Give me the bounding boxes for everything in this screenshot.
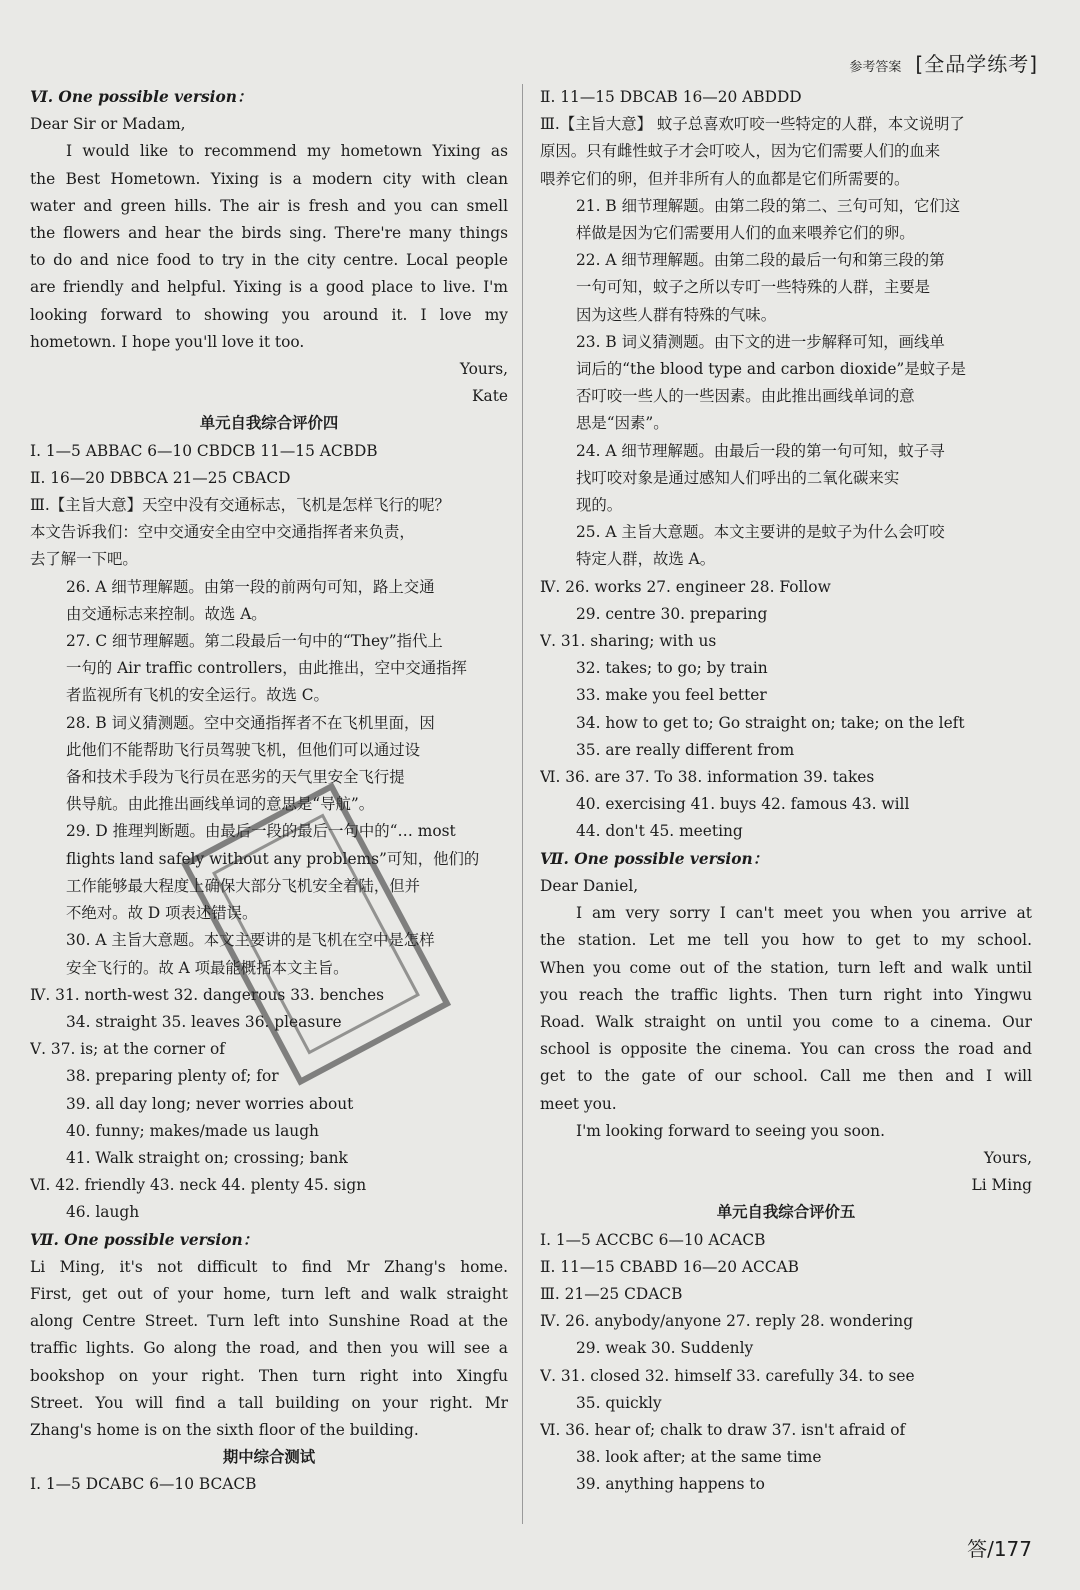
text-line: water and green hills. The air is fresh and you can smell (30, 196, 508, 215)
text-line: 此他们不能帮助飞行员驾驶飞机，但他们可以通过设 (66, 740, 420, 759)
text-line: 38. look after; at the same time (576, 1448, 822, 1467)
text-line: 本文告诉我们：空中交通安全由空中交通指挥者来负责， (30, 523, 415, 542)
text-line: 25. A 主旨大意题。本文主要讲的是蚊子为什么会叮咬 (576, 523, 945, 542)
text-line: 40. exercising 41. buys 42. famous 43. will (576, 795, 910, 814)
text-line: 38. preparing plenty of; for (66, 1067, 279, 1086)
text-line: Ⅴ. 31. closed 32. himself 33. carefully 34. to see (540, 1366, 915, 1385)
text-line: 样做是因为它们需要用人们的血来喂养它们的卵。 (576, 224, 915, 243)
text-line: 29. weak 30. Suddenly (576, 1339, 754, 1358)
text-line: are friendly and helpful. Yixing is a good place to live. I'm (30, 278, 508, 297)
text-line: 22. A 细节理解题。由第二段的最后一句和第三段的第 (576, 251, 945, 270)
page-number: 答/177 (967, 1537, 1032, 1561)
text-line: 32. takes; to go; by train (576, 659, 768, 678)
text-line: 35. quickly (576, 1393, 662, 1412)
text-line: Ⅵ. 36. are 37. To 38. information 39. takes (540, 768, 875, 787)
text-line: Ⅳ. 26. works 27. engineer 28. Follow (540, 577, 831, 596)
text-line: 者监视所有飞机的安全运行。故选 C。 (66, 686, 329, 705)
text-line: 21. B 细节理解题。由第二段的第二、三句可知，它们这 (576, 196, 961, 215)
text-line: When you come out of the station, turn left and walk until (540, 958, 1032, 977)
text-line: 29. centre 30. preparing (576, 604, 768, 623)
text-line: 24. A 细节理解题。由最后一段的第一句可知，蚊子寻 (576, 441, 945, 460)
text-line: Zhang's home is on the sixth floor of the building. (30, 1420, 419, 1439)
text-line: 39. anything happens to (576, 1475, 765, 1494)
text-line: 27. C 细节理解题。第二段最后一句中的“They”指代上 (66, 632, 443, 651)
text-line: get to the gate of our school. Call me then and I will (540, 1067, 1032, 1086)
text-line: Dear Daniel, (540, 876, 639, 895)
text-line: 不绝对。故 D 项表述错误。 (66, 904, 258, 923)
text-line: First, get out of your home, turn left and walk straight (30, 1284, 508, 1303)
text-line: 34. straight 35. leaves 36. pleasure (66, 1012, 342, 1031)
text-line: Street. You will find a tall building on your right. Mr (30, 1393, 508, 1412)
text-line: Kate (472, 387, 508, 406)
text-line: 33. make you feel better (576, 686, 767, 705)
text-line: 单元自我综合评价五 (716, 1203, 856, 1222)
header-label: 参考答案 (849, 60, 902, 75)
text-line: the Best Hometown. Yixing is a modern city with clean (30, 169, 508, 188)
text-line: Ⅱ. 11—15 CBABD 16—20 ACCAB (540, 1257, 799, 1276)
text-line: Ⅵ. 42. friendly 43. neck 44. plenty 45. sign (30, 1176, 367, 1195)
text-line: 供导航。由此推出画线单词的意思是“导航”。 (66, 795, 375, 814)
text-line: looking forward to showing you around it. I love my (30, 305, 508, 324)
text-line: 41. Walk straight on; crossing; bank (66, 1148, 348, 1167)
text-line: along Centre Street. Turn left into Sunshine Road at the (30, 1312, 508, 1331)
text-line: 否叮咬一些人的一些因素。由此推出画线单词的意 (576, 387, 915, 406)
text-line: 工作能够最大程度上确保大部分飞机安全着陆，但并 (66, 876, 420, 895)
text-line: flights land safely without any problems”可知，他们的 (66, 849, 480, 868)
text-line: 期中综合测试 (222, 1448, 316, 1467)
text-line: Ⅰ. 1—5 DCABC 6—10 BCACB (30, 1475, 257, 1494)
text-line: 备和技术手段为飞行员在恶劣的天气里安全飞行提 (66, 768, 405, 787)
text-line: 35. are really different from (576, 740, 795, 759)
text-line: I am very sorry I can't meet you when you arrive at (576, 904, 1032, 923)
text-line: Ⅶ. One possible version： (30, 1230, 259, 1249)
text-line: to do and nice food to try in the city centre. Local people (30, 251, 508, 270)
text-line: bookshop on your right. Then turn right into Xingfu (30, 1366, 508, 1385)
text-line: 现的。 (576, 496, 623, 515)
text-line: 词后的“the blood type and carbon dioxide”是蚊子是 (576, 360, 966, 379)
text-line: 28. B 词义猜测题。空中交通指挥者不在飞机里面，因 (66, 713, 435, 732)
text-line: Ⅵ. 36. hear of; chalk to draw 37. isn't afraid of (540, 1420, 906, 1439)
text-line: 一句可知，蚊子之所以专叮一些特殊的人群，主要是 (576, 278, 930, 297)
text-line: the station. Let me tell you how to get to my school. (540, 931, 1032, 950)
text-line: Ⅳ. 31. north-west 32. dangerous 33. benches (30, 985, 384, 1004)
text-line: Ⅲ. 21—25 CDACB (540, 1284, 683, 1303)
text-line: 找叮咬对象是通过感知人们呼出的二氧化碳来实 (576, 468, 900, 487)
text-line: Li Ming, it's not difficult to find Mr Zhang's home. (30, 1257, 508, 1276)
text-line: traffic lights. Go along the road, and then you will see a (30, 1339, 508, 1358)
text-line: 喂养它们的卵，但并非所有人的血都是它们所需要的。 (540, 169, 910, 188)
text-line: Ⅱ. 16—20 DBBCA 21—25 CBACD (30, 468, 291, 487)
text-line: 34. how to get to; Go straight on; take; on the left (576, 713, 965, 732)
text-line: I'm looking forward to seeing you soon. (576, 1121, 885, 1140)
text-line: Ⅵ. One possible version： (30, 88, 253, 106)
text-line: Li Ming (971, 1176, 1032, 1195)
text-line: Yours, (459, 360, 508, 379)
text-line: 30. A 主旨大意题。本文主要讲的是飞机在空中是怎样 (66, 931, 435, 950)
right-column (540, 84, 1032, 1499)
column-divider (522, 84, 523, 1524)
text-line: hometown. I hope you'll love it too. (30, 332, 305, 351)
text-line: 由交通标志来控制。故选 A。 (66, 604, 267, 623)
text-line: 23. B 词义猜测题。由下文的进一步解释可知，画线单 (576, 332, 945, 351)
text-line: meet you. (540, 1094, 617, 1113)
text-line: 去了解一下吧。 (30, 550, 138, 569)
text-line: Ⅰ. 1—5 ABBAC 6—10 CBDCB 11—15 ACBDB (30, 441, 378, 460)
text-line: 原因。只有雌性蚊子才会叮咬人，因为它们需要人们的血来 (540, 142, 941, 161)
text-line: Ⅴ. 31. sharing; with us (540, 632, 717, 651)
text-line: 特定人群，故选 A。 (576, 550, 716, 569)
text-line: 39. all day long; never worries about (66, 1094, 354, 1113)
text-line: 44. don't 45. meeting (576, 822, 743, 841)
text-line: the flowers and hear the birds sing. There're many things (30, 224, 508, 243)
text-line: 29. D 推理判断题。由最后一段的最后一句中的“… most (66, 822, 456, 841)
page-header (849, 48, 1038, 77)
text-line: Ⅰ. 1—5 ACCBC 6—10 ACACB (540, 1230, 766, 1249)
text-line: Ⅳ. 26. anybody/anyone 27. reply 28. wondering (540, 1312, 914, 1331)
text-line: Ⅴ. 37. is; at the corner of (30, 1040, 225, 1059)
text-line: 46. laugh (66, 1203, 140, 1222)
text-line: 26. A 细节理解题。由第一段的前两句可知，路上交通 (66, 577, 435, 596)
text-line: school is opposite the cinema. You can cross the road and (540, 1040, 1032, 1059)
text-line: Road. Walk straight on until you come to a cinema. Our (540, 1012, 1032, 1031)
text-line: Ⅲ.【主旨大意】天空中没有交通标志，飞机是怎样飞行的呢？ (30, 496, 450, 515)
text-line: 思是“因素”。 (576, 414, 669, 433)
text-line: I would like to recommend my hometown Yixing as (66, 142, 508, 161)
text-line: 因为这些人群有特殊的气味。 (576, 305, 777, 324)
text-line: 安全飞行的。故 A 项最能概括本文主旨。 (66, 958, 349, 977)
text-line: Yours, (983, 1148, 1032, 1167)
text-line: Dear Sir or Madam, (30, 115, 186, 134)
text-line: 单元自我综合评价四 (199, 414, 339, 433)
text-line: Ⅱ. 11—15 DBCAB 16—20 ABDDD (540, 88, 802, 106)
text-line: Ⅶ. One possible version： (540, 849, 769, 868)
text-line: Ⅲ.【主旨大意】 蚊子总喜欢叮咬一些特定的人群，本文说明了 (540, 115, 965, 134)
text-line: you reach the traffic lights. Then turn right into Yingwu (540, 985, 1032, 1004)
left-column (30, 84, 508, 1499)
header-brand: [全品学练考] (915, 52, 1038, 76)
text-line: 一句的 Air traffic controllers，由此推出，空中交通指挥 (66, 659, 467, 678)
text-line: 40. funny; makes/made us laugh (66, 1121, 319, 1140)
